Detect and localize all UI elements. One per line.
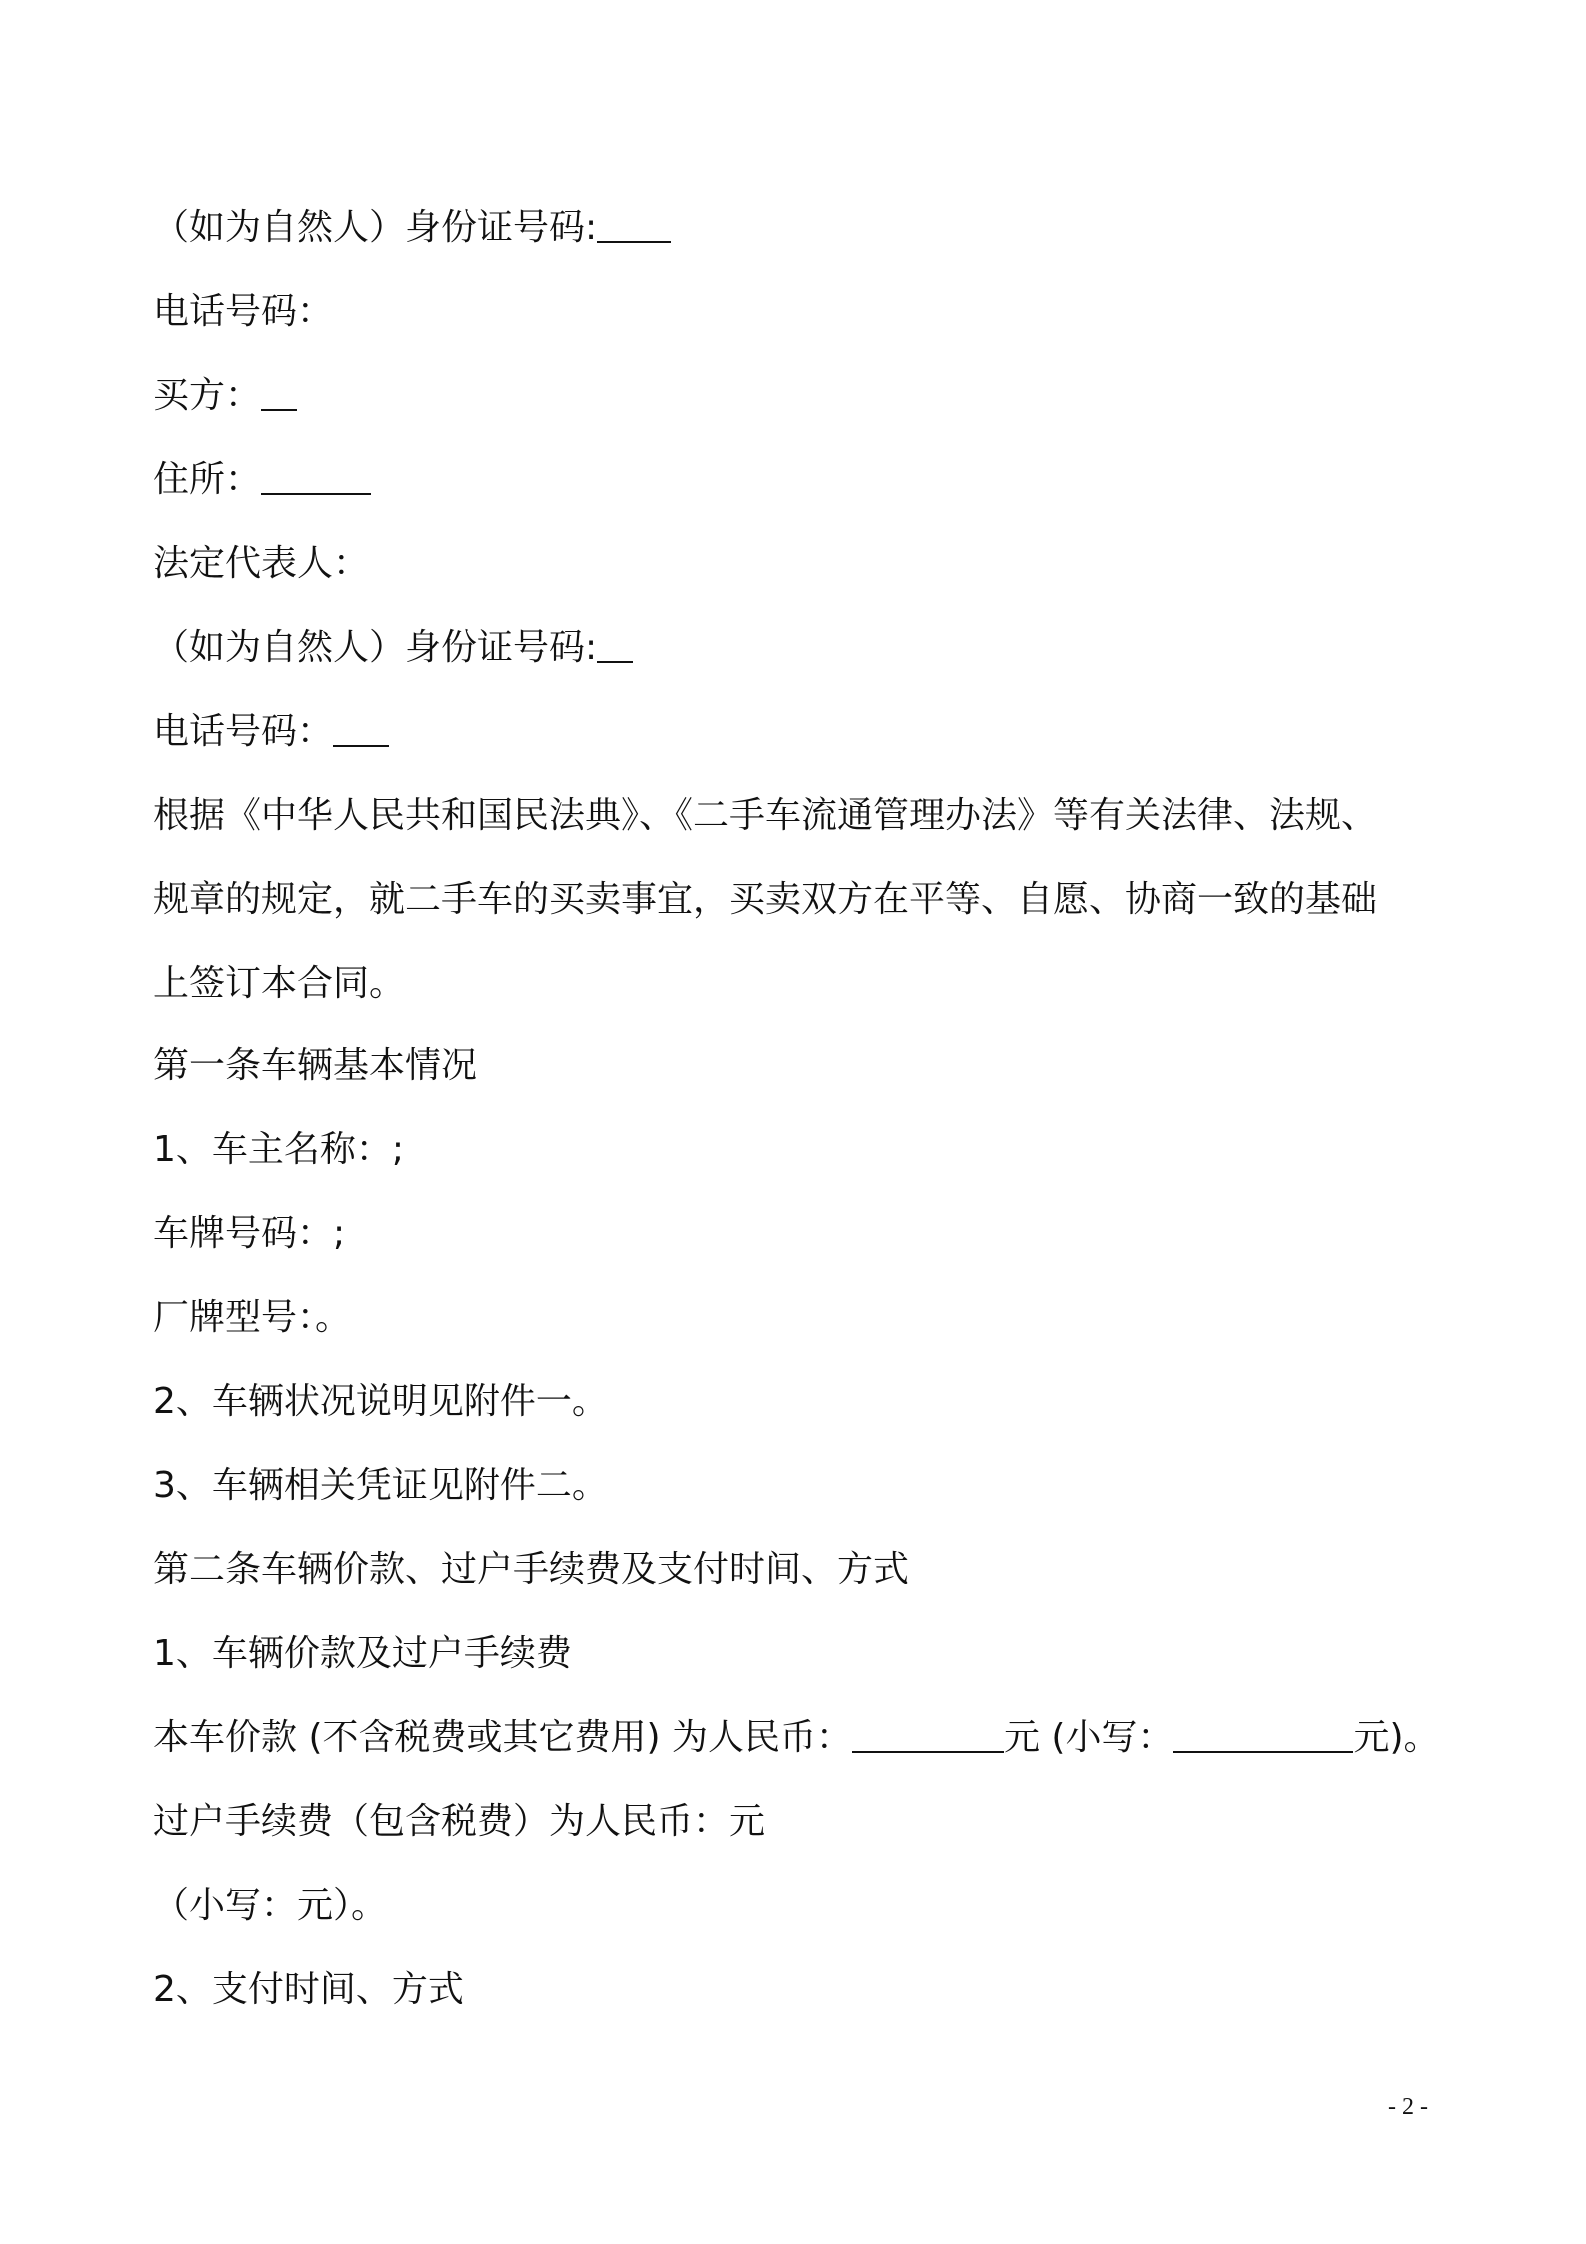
- buyer-id-number-blank: [597, 625, 633, 663]
- fee-line: 过户手续费（包含税费）为人民币：元: [153, 1801, 766, 1842]
- price-blank: [852, 1715, 1004, 1753]
- fee-small-line: （小写：元）。: [153, 1885, 388, 1926]
- buyer-address-line: [153, 456, 371, 504]
- article-1-item-1: 1、车主名称：;: [153, 1129, 405, 1170]
- price-line: [153, 1714, 1440, 1762]
- article-2-item-2: 2、支付时间、方式: [153, 1969, 464, 2010]
- price-prefix: 本车价款 (不含税费或其它费用) 为人民币：: [153, 1717, 852, 1758]
- article-2-title: 第二条车辆价款、过户手续费及支付时间、方式: [153, 1549, 910, 1590]
- preamble-line-2: 规章的规定，就二手车的买卖事宜，买卖双方在平等、自愿、协商一致的基础: [153, 879, 1378, 920]
- seller-phone-label: 电话号码：: [153, 291, 334, 332]
- article-1-item-2: 2、车辆状况说明见附件一。: [153, 1381, 608, 1422]
- buyer-blank: [261, 373, 297, 411]
- buyer-legal-rep-label: 法定代表人：: [153, 543, 370, 584]
- buyer-line: [153, 372, 297, 420]
- buyer-address-blank: [261, 457, 371, 495]
- article-2-item-1: 1、车辆价款及过户手续费: [153, 1633, 572, 1674]
- article-1-model: 厂牌型号：。: [153, 1297, 352, 1338]
- article-1-item-3: 3、车辆相关凭证见附件二。: [153, 1465, 608, 1506]
- buyer-phone-blank: [333, 709, 389, 747]
- article-1-plate: 车牌号码：;: [153, 1213, 346, 1254]
- price-suffix: 元)。: [1353, 1717, 1440, 1758]
- buyer-address-label: 住所：: [153, 459, 262, 500]
- seller-phone-line: [153, 288, 333, 336]
- buyer-phone-line: [153, 708, 389, 756]
- page-number: - 2 -: [1388, 2094, 1428, 2120]
- article-1-title: 第一条车辆基本情况: [153, 1045, 478, 1086]
- buyer-label: 买方：: [153, 375, 262, 416]
- buyer-id-number-label: （如为自然人）身份证号码:: [153, 627, 598, 668]
- buyer-id-number-line: [153, 624, 633, 672]
- preamble-line-1: 根据《中华人民共和国民法典》、《二手车流通管理办法》等有关法律、法规、: [153, 795, 1378, 836]
- buyer-legal-rep-line: [153, 540, 369, 588]
- price-middle: 元 (小写：: [1003, 1717, 1174, 1758]
- preamble-line-3: 上签订本合同。: [153, 963, 406, 1004]
- price-small-blank: [1173, 1715, 1353, 1753]
- seller-id-number-blank: [597, 205, 671, 243]
- seller-id-number-label: （如为自然人）身份证号码:: [153, 207, 598, 248]
- seller-id-number-line: [153, 204, 671, 252]
- buyer-phone-label: 电话号码：: [153, 711, 334, 752]
